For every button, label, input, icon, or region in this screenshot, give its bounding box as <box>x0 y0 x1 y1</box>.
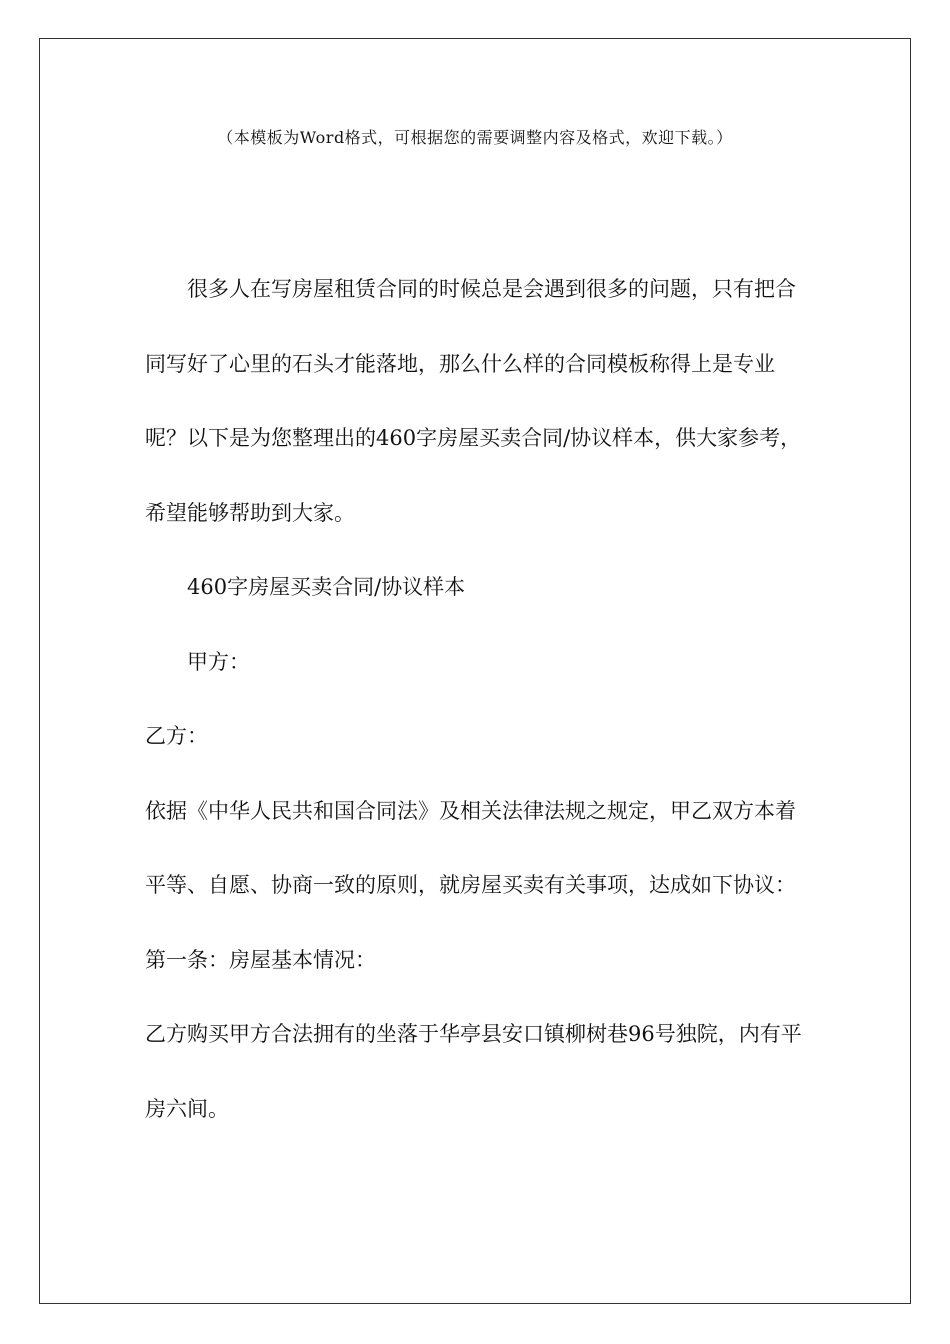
document-body <box>145 252 810 1146</box>
paragraph-intro: 很多人在写房屋租赁合同的时候总是会遇到很多的问题，只有把合同写好了心里的石头才能落地，那么什么样的合同模板称得上是专业呢？以下是为您整理出的460字房屋买卖合同/协议样本，供大家参考，希望能够帮助到大家。 <box>145 277 802 525</box>
paragraph-article-1-heading: 第一条：房屋基本情况： <box>145 947 376 972</box>
paragraph-article-1-body: 乙方购买甲方合法拥有的坐落于华亭县安口镇柳树巷96号独院，内有平房六间。 <box>145 1022 802 1121</box>
paragraph-basis: 依据《中华人民共和国合同法》及相关法律法规之规定，甲乙双方本着平等、自愿、协商一致的原则，就房屋买卖有关事项，达成如下协议： <box>145 798 796 897</box>
paragraph-party-b: 乙方： <box>145 724 208 748</box>
paragraph-title: 460字房屋买卖合同/协议样本 <box>187 575 466 599</box>
paragraph-party-a: 甲方： <box>187 649 250 674</box>
template-notice: （本模板为Word格式，可根据您的需要调整内容及格式，欢迎下载。） <box>217 128 733 147</box>
